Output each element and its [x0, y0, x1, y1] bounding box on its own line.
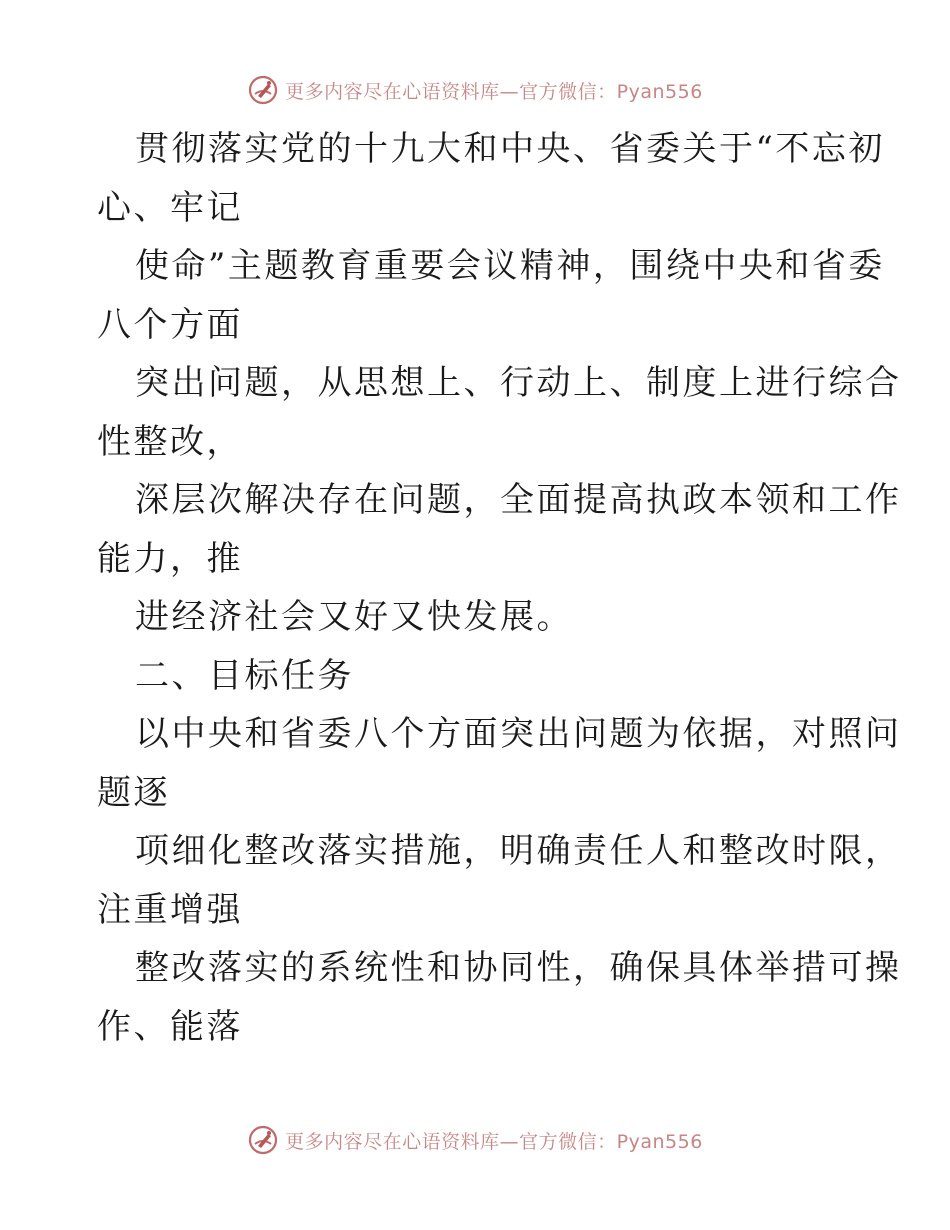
body-text-line: 突出问题，从思想上、行动上、制度上进行综合 [135, 363, 902, 403]
watermark-text: 更多内容尽在心语资料库—官方微信：Pyan556 [285, 1130, 703, 1153]
body-text-line: 项细化整改落实措施，明确责任人和整改时限， [135, 831, 902, 871]
body-text-line: 性整改， [97, 421, 243, 462]
body-text-line: 注重增强 [97, 889, 243, 930]
footer-watermark [0, 1120, 950, 1160]
watermark-text: 更多内容尽在心语资料库—官方微信：Pyan556 [285, 80, 703, 103]
body-text-line: 进经济社会又好又快发展。 [135, 597, 573, 637]
body-text-line: 八个方面 [97, 304, 243, 345]
body-text-line: 能力，推 [97, 538, 243, 579]
body-text-line: 整改落实的系统性和协同性，确保具体举措可操 [135, 948, 902, 988]
document-body [97, 120, 902, 1056]
book-pen-icon [247, 1124, 279, 1156]
body-text-line: 以中央和省委八个方面突出问题为依据，对照问 [135, 714, 902, 754]
body-text-line: 二、目标任务 [135, 655, 354, 696]
body-text-line: 深层次解决存在问题，全面提高执政本领和工作 [135, 480, 902, 520]
body-text-line: 使命”主题教育重要会议精神，围绕中央和省委 [135, 246, 885, 286]
header-watermark [0, 70, 950, 110]
body-text-line: 贯彻落实党的十九大和中央、省委关于“不忘初 [135, 129, 885, 169]
body-text-line: 作、能落 [97, 1006, 243, 1047]
body-text-line: 心、牢记 [97, 187, 243, 228]
body-text-line: 题逐 [97, 772, 170, 813]
book-pen-icon [247, 74, 279, 106]
